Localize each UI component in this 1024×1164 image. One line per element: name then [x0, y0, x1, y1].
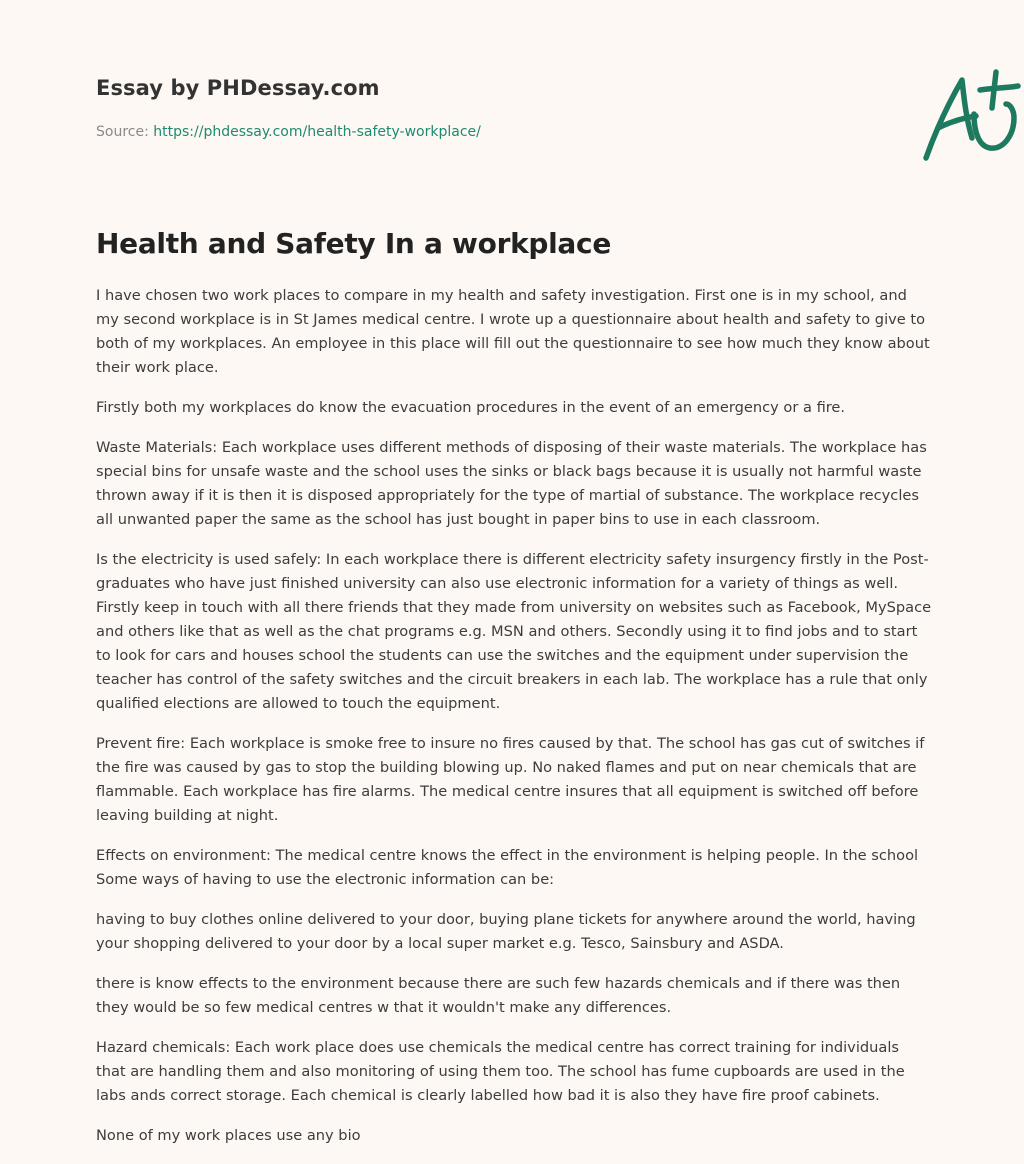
essay-paragraph: Waste Materials: Each workplace uses different methods of disposing of their waste materials. The workplace has special bins for unsafe waste and the school uses the sinks or black bags because it is usually not harmful waste thrown away if it is then it is disposed appropriately for the type of martial of substance. The workplace recycles all unwanted paper the same as the school has just bought in paper bins to use in each classroom.	[96, 439, 927, 528]
essay-paragraph: Firstly both my workplaces do know the evacuation procedures in the event of an emergency or a fire.	[96, 399, 846, 416]
essay-paragraph: Hazard chemicals: Each work place does use chemicals the medical centre has correct training for individuals that are handling them and also monitoring of using them too. The school has fume cupboards are used in the labs ands correct storage. Each chemical is clearly labelled how bad it is also they have fire proof cabinets.	[96, 1039, 905, 1104]
a-plus-logo-icon	[922, 68, 1022, 164]
essay-paragraph: I have chosen two work places to compare in my health and safety investigation. First one is in my school, and my second workplace is in St James medical centre. I wrote up a questionnaire about health and safety to give to both of my workplaces. An employee in this place will fill out the questionnaire to see how much they know about their work place.	[96, 287, 930, 376]
site-header-title: Essay by PHDessay.com	[96, 76, 380, 100]
source-label: Source:	[96, 124, 154, 140]
source-link[interactable]: https://phdessay.com/health-safety-workplace/	[153, 124, 481, 140]
essay-body	[96, 284, 932, 1164]
essay-paragraph: Prevent fire: Each workplace is smoke free to insure no fires caused by that. The school has gas cut of switches if the fire was caused by gas to stop the building blowing up. No naked flames and put on near chemicals that are flammable. Each workplace has fire alarms. The medical centre insures that all equipment is switched off before leaving building at night.	[96, 735, 925, 824]
essay-paragraph: Is the electricity is used safely: In each workplace there is different electricity safety insurgency firstly in the Post-graduates who have just finished university can also use electronic information for a variety of things as well. Firstly keep in touch with all there friends that they made from university on websites such as Facebook, MySpace and others like that as well as the chat programs e.g. MSN and others. Secondly using it to find jobs and to start to look for cars and houses school the students can use the switches and the equipment under supervision the teacher has control of the safety switches and the circuit breakers in each lab. The workplace has a rule that only qualified elections are allowed to touch the equipment.	[96, 551, 932, 712]
source-line	[96, 124, 481, 140]
essay-paragraph: there is know effects to the environment because there are such few hazards chemicals and if there was then they would be so few medical centres w that it wouldn't make any differences.	[96, 975, 901, 1016]
essay-paragraph: Effects on environment: The medical centre knows the effect in the environment is helping people. In the school Some ways of having to use the electronic information can be:	[96, 847, 919, 888]
essay-paragraph: having to buy clothes online delivered to your door, buying plane tickets for anywhere around the world, having your shopping delivered to your door by a local super market e.g. Tesco, Sainsbury and ASDA.	[96, 911, 916, 952]
essay-paragraph: None of my work places use any bio	[96, 1127, 361, 1144]
essay-title: Health and Safety In a workplace	[96, 227, 612, 260]
